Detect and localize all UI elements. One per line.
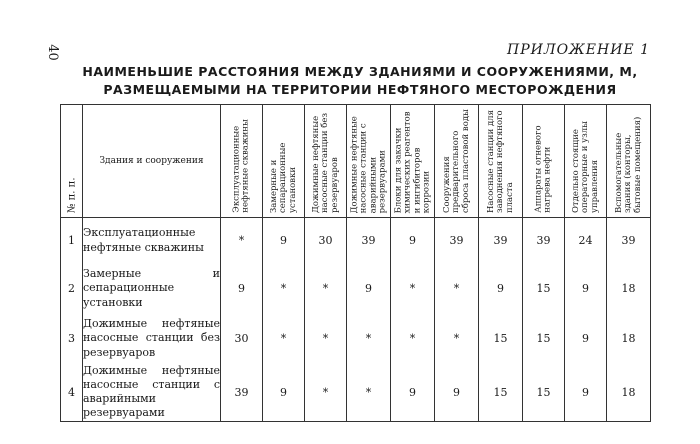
page-title-line-1: НАИМЕНЬШИЕ РАССТОЯНИЯ МЕЖДУ ЗДАНИЯМИ И СООРУЖЕНИЯМИ, М, [82, 64, 638, 79]
cell: * [305, 364, 347, 422]
cell: 15 [523, 314, 565, 364]
row-number: 4 [61, 364, 83, 422]
cell: 30 [305, 218, 347, 264]
cell: 18 [607, 364, 651, 422]
cell: 9 [263, 364, 305, 422]
cell: 9 [347, 264, 391, 314]
header-number: № п. п. [61, 105, 83, 218]
row-name: Эксплуатационные нефтяные скважины [83, 218, 221, 264]
header-col-7: Насосные станции для заводнения нефтяного пласта [479, 105, 523, 218]
cell: 24 [565, 218, 607, 264]
table-row [61, 364, 651, 422]
cell: * [221, 218, 263, 264]
header-col-10: Вспомогательные здания (конторы, бытовые помещения) [607, 105, 651, 218]
table-row [61, 264, 651, 314]
cell: 39 [479, 218, 523, 264]
header-col-9: Отдельно стоящие операторные и узлы управления [565, 105, 607, 218]
cell: * [391, 314, 435, 364]
cell: 15 [523, 364, 565, 422]
cell: 9 [391, 364, 435, 422]
cell: 9 [263, 218, 305, 264]
header-col-4: Дожимные нефтяные насосные станции с аварийными резервуарами [347, 105, 391, 218]
cell: * [305, 314, 347, 364]
header-col-1: Эксплуатационные нефтяные скважины [221, 105, 263, 218]
row-name: Замерные и сепарационные установки [83, 264, 221, 314]
cell: 15 [479, 314, 523, 364]
cell: 39 [347, 218, 391, 264]
cell: 15 [479, 364, 523, 422]
cell: 39 [435, 218, 479, 264]
cell: 9 [565, 364, 607, 422]
row-number: 1 [61, 218, 83, 264]
cell: * [347, 314, 391, 364]
cell: 39 [607, 218, 651, 264]
cell: * [347, 364, 391, 422]
cell: * [263, 264, 305, 314]
row-name: Дожимные нефтяные насосные станции без резервуаров [83, 314, 221, 364]
cell: 9 [565, 314, 607, 364]
row-number: 3 [61, 314, 83, 364]
cell: 9 [221, 264, 263, 314]
header-col-3: Дожимные нефтяные насосные станции без резервуаров [305, 105, 347, 218]
cell: 18 [607, 264, 651, 314]
header-col-6: Сооружения предварительного сброса пластовой воды [435, 105, 479, 218]
cell: 18 [607, 314, 651, 364]
cell: * [305, 264, 347, 314]
distance-table [60, 104, 651, 422]
table-row [61, 314, 651, 364]
appendix-label: ПРИЛОЖЕНИЕ 1 [507, 42, 650, 58]
table-row [61, 218, 651, 264]
cell: 39 [523, 218, 565, 264]
row-name: Дожимные нефтяные насосные станции с аварийными резервуарами [83, 363, 220, 420]
cell: 15 [523, 264, 565, 314]
table-header-row [61, 105, 651, 218]
page-number: 40 [44, 44, 60, 61]
header-col-2: Замерные и сепарационные установки [263, 105, 305, 218]
header-col-5: Блоки для закачки химических реагентов и ингибиторов коррозии [391, 105, 435, 218]
cell: 9 [479, 264, 523, 314]
header-name: Здания и сооружения [83, 105, 221, 218]
cell: 9 [391, 218, 435, 264]
cell: 9 [435, 364, 479, 422]
cell: 39 [221, 364, 263, 422]
cell: * [435, 264, 479, 314]
row-number: 2 [61, 264, 83, 314]
cell: * [263, 314, 305, 364]
cell: 9 [565, 264, 607, 314]
header-col-8: Аппараты огневого нагрева нефти [523, 105, 565, 218]
cell: 30 [221, 314, 263, 364]
page-title-line-2: РАЗМЕЩАЕМЫМИ НА ТЕРРИТОРИИ НЕФТЯНОГО МЕСТОРОЖДЕНИЯ [103, 82, 617, 97]
cell: * [391, 264, 435, 314]
cell: * [435, 314, 479, 364]
